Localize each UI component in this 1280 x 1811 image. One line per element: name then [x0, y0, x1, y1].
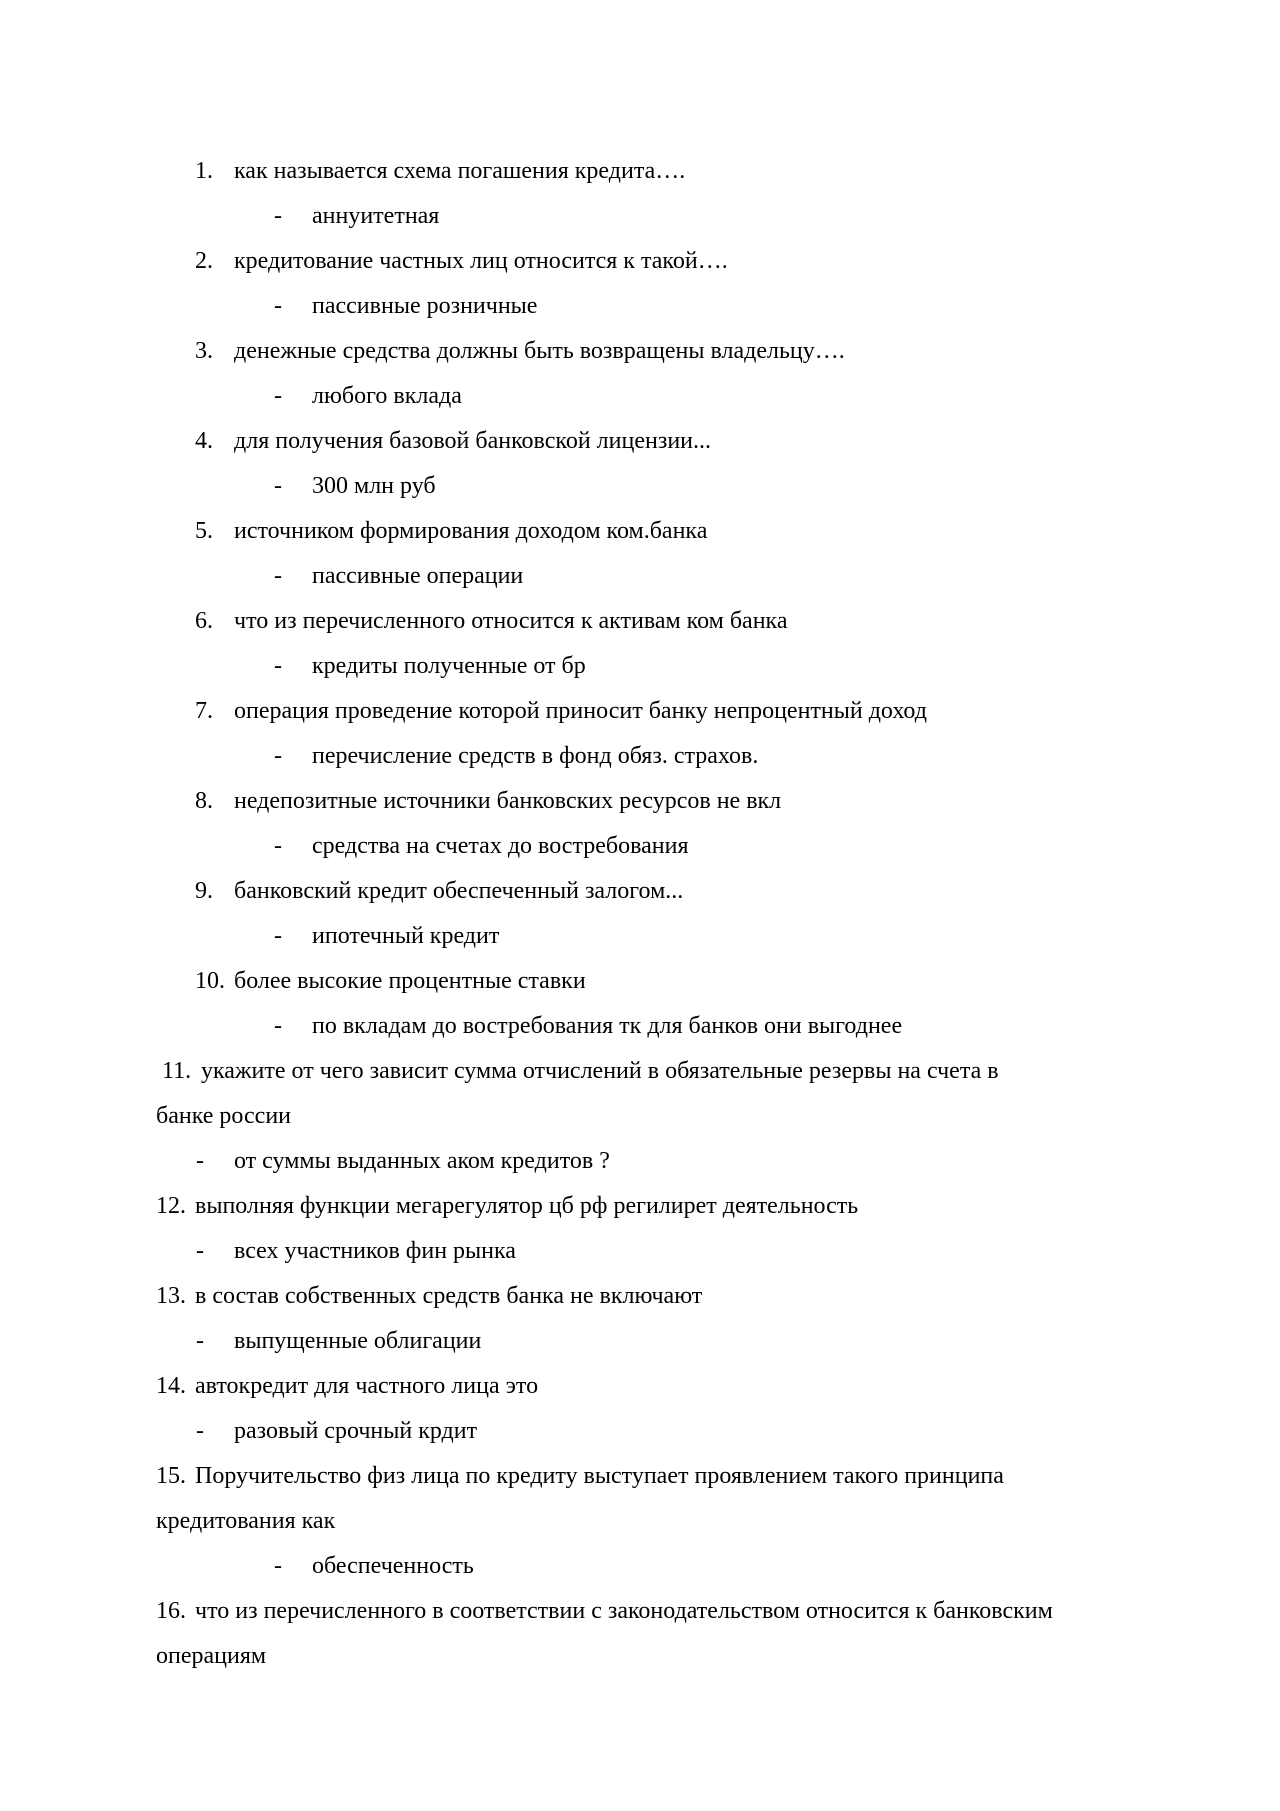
- question-number: 16.: [156, 1598, 186, 1624]
- bullet-dash: -: [274, 833, 282, 859]
- question-text: денежные средства должны быть возвращены владельцу….: [234, 338, 845, 364]
- answer-text: обеспеченность: [312, 1553, 474, 1579]
- question-number: 6.: [195, 608, 213, 634]
- question-text: выполняя функции мегарегулятор цб рф регилирет деятельность: [195, 1193, 859, 1219]
- question-number: 9.: [195, 878, 213, 904]
- question-text: банковский кредит обеспеченный залогом...: [234, 878, 684, 904]
- question-number: 7.: [195, 698, 213, 724]
- question-number: 1.: [195, 158, 213, 184]
- question-text: автокредит для частного лица это: [195, 1373, 539, 1399]
- question-text: как называется схема погашения кредита….: [234, 158, 686, 184]
- question-number: 10.: [195, 968, 225, 994]
- answer-text: аннуитетная: [312, 203, 440, 229]
- question-text: более высокие процентные ставки: [234, 968, 586, 994]
- bullet-dash: -: [274, 923, 282, 949]
- question-text: в состав собственных средств банка не включают: [195, 1283, 703, 1309]
- question-number: 15.: [156, 1463, 186, 1489]
- bullet-dash: -: [274, 1013, 282, 1039]
- question-number: 12.: [156, 1193, 186, 1219]
- answer-text: по вкладам до востребования тк для банков они выгоднее: [312, 1013, 903, 1039]
- question-text: что из перечисленного относится к активам ком банка: [234, 608, 788, 634]
- question-number: 5.: [195, 518, 213, 544]
- question-text: операция проведение которой приносит банку непроцентный доход: [234, 698, 927, 724]
- answer-text: пассивные операции: [312, 563, 524, 589]
- bullet-dash: -: [274, 293, 282, 319]
- answer-text: от суммы выданных аком кредитов ?: [234, 1148, 610, 1174]
- question-number: 14.: [156, 1373, 186, 1399]
- question-text: укажите от чего зависит сумма отчислений в обязательные резервы на счета в: [201, 1058, 999, 1084]
- answer-text: средства на счетах до востребования: [312, 833, 689, 859]
- question-text: источником формирования доходом ком.банка: [234, 518, 708, 544]
- answer-text: кредиты полученные от бр: [312, 653, 586, 679]
- bullet-dash: -: [196, 1418, 204, 1444]
- bullet-dash: -: [196, 1238, 204, 1264]
- bullet-dash: -: [274, 473, 282, 499]
- question-number: 11.: [162, 1058, 192, 1084]
- bullet-dash: -: [274, 383, 282, 409]
- answer-text: 300 млн руб: [312, 473, 436, 499]
- question-number: 13.: [156, 1283, 186, 1309]
- bullet-dash: -: [274, 563, 282, 589]
- answer-text: пассивные розничные: [312, 293, 538, 319]
- bullet-dash: -: [196, 1328, 204, 1354]
- answer-text: разовый срочный крдит: [234, 1418, 478, 1444]
- bullet-dash: -: [274, 743, 282, 769]
- bullet-dash: -: [274, 653, 282, 679]
- question-text: недепозитные источники банковских ресурсов не вкл: [234, 788, 782, 814]
- question-number: 2.: [195, 248, 213, 274]
- bullet-dash: -: [274, 1553, 282, 1579]
- answer-text: ипотечный кредит: [312, 923, 500, 949]
- bullet-dash: -: [196, 1148, 204, 1174]
- bullet-dash: -: [274, 203, 282, 229]
- question-text: банке россии: [156, 1103, 292, 1129]
- answer-text: выпущенные облигации: [234, 1328, 482, 1354]
- question-text: для получения базовой банковской лицензии...: [234, 428, 711, 454]
- answer-text: всех участников фин рынка: [234, 1238, 516, 1264]
- question-text: кредитования как: [156, 1508, 336, 1534]
- question-text: операциям: [156, 1643, 267, 1669]
- question-text: кредитование частных лиц относится к такой….: [234, 248, 728, 274]
- question-number: 3.: [195, 338, 213, 364]
- question-number: 4.: [195, 428, 213, 454]
- question-text: что из перечисленного в соответствии с законодательством относится к банковским: [195, 1598, 1053, 1624]
- answer-text: перечисление средств в фонд обяз. страхов.: [312, 743, 759, 769]
- question-text: Поручительство физ лица по кредиту выступает проявлением такого принципа: [195, 1463, 1004, 1489]
- answer-text: любого вклада: [312, 383, 462, 409]
- question-number: 8.: [195, 788, 213, 814]
